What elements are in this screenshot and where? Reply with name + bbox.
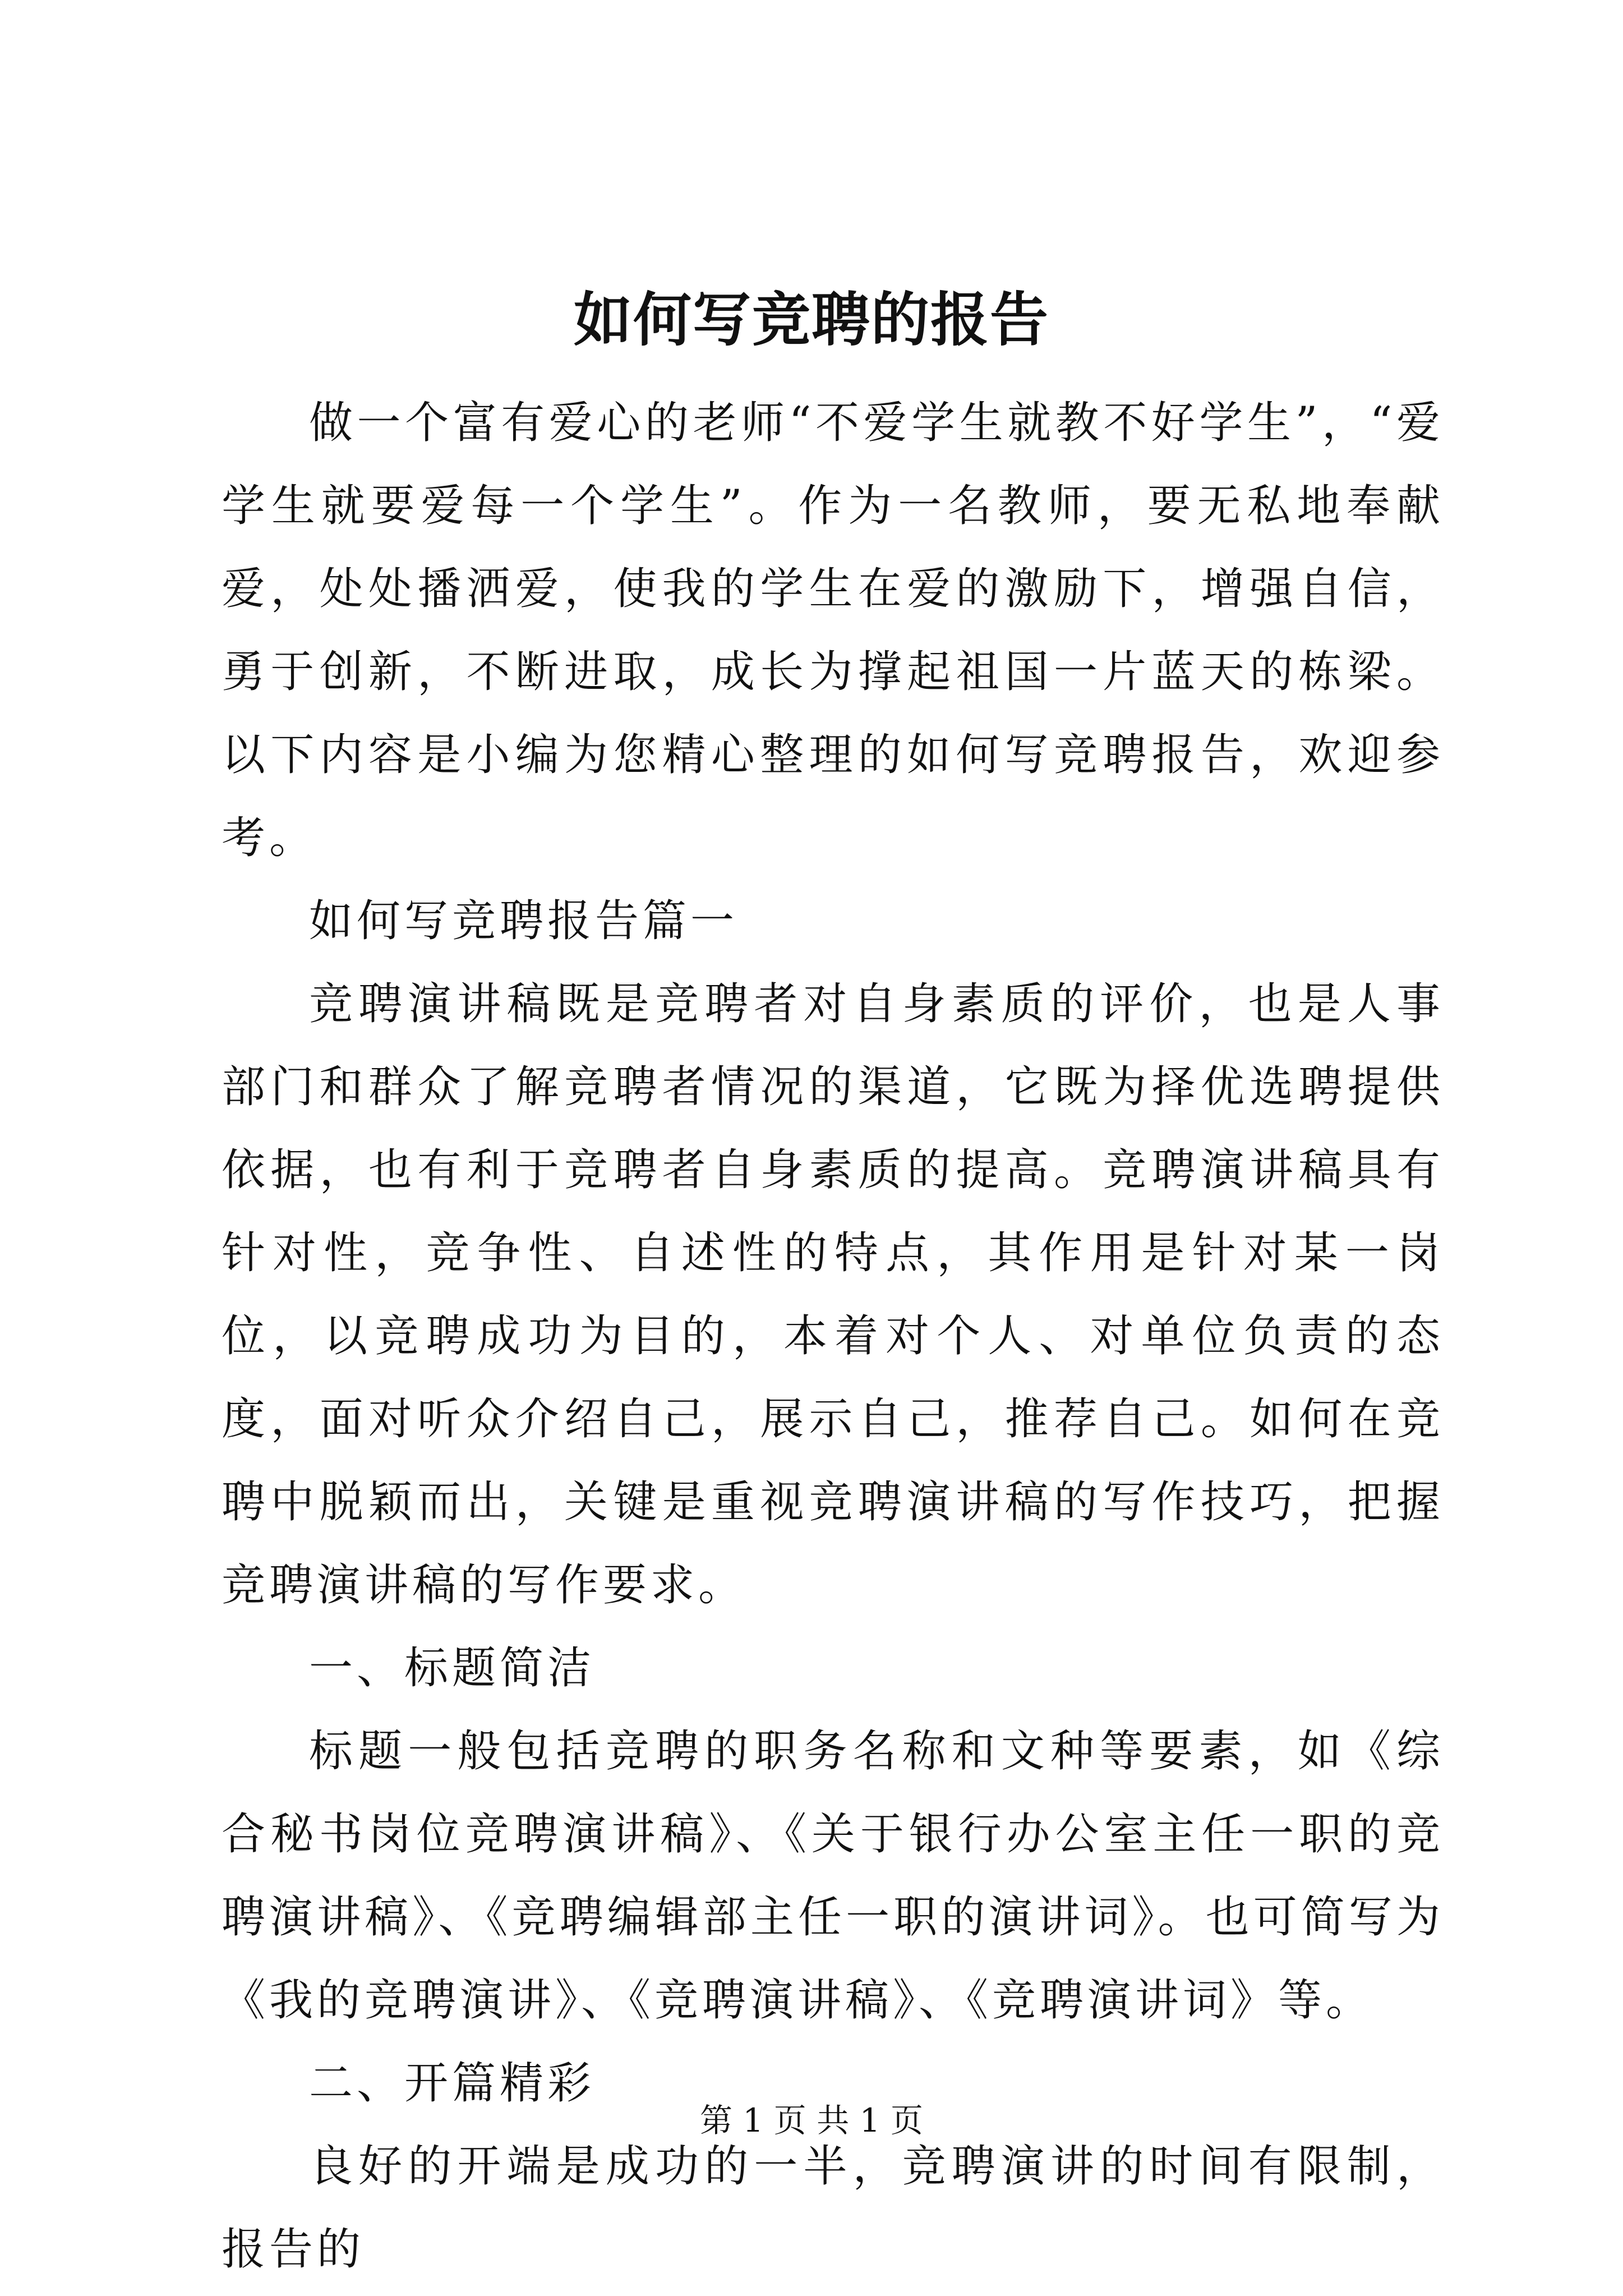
body-paragraph-overview: 竞聘演讲稿既是竞聘者对自身素质的评价，也是人事部门和群众了解竞聘者情况的渠道，它既为择优选聘提供依据，也有利于竞聘者自身素质的提高。竞聘演讲稿具有针对性，竞争性、自述性的特点，其作用是针对某一岗位，以竞聘成功为目的，本着对个人、对单位负责的态度，面对听众介绍自己，展示自己，推荐自己。如何在竞聘中脱颖而出，关键是重视竞聘演讲稿的写作技巧，把握竞聘演讲稿的写作要求。 <box>222 979 1444 1611</box>
subheading-title-concise: 一、标题简洁 <box>309 1643 596 1694</box>
document-title: 如何写竞聘的报告 <box>573 285 1049 354</box>
body-paragraph-title: 标题一般包括竞聘的职务名称和文种等要素，如《综合秘书岗位竞聘演讲稿》、《关于银行办公室主任一职的竞聘演讲稿》、《竞聘编辑部主任一职的演讲词》。也可简写为《我的竞聘演讲》、《竞聘演讲稿》、《竞聘演讲词》等。 <box>222 1726 1444 2026</box>
intro-paragraph: 做一个富有爱心的老师“不爱学生就教不好学生”，“爱学生就要爱每一个学生”。作为一名教师，要无私地奉献爱，处处播洒爱，使我的学生在爱的激励下，增强自信，勇于创新，不断进取，成长为撑起祖国一片蓝天的栋梁。以下内容是小编为您精心整理的如何写竞聘报告，欢迎参考。 <box>222 398 1444 863</box>
document-body <box>222 381 1444 2291</box>
page-footer: 第 1 页 共 1 页 <box>700 2101 923 2139</box>
section-heading-part-one: 如何写竞聘报告篇一 <box>309 896 739 946</box>
subheading-opening: 二、开篇精彩 <box>309 2058 596 2109</box>
body-paragraph-opening: 良好的开端是成功的一半，竞聘演讲的时间有限制，报告的 <box>222 2141 1444 2275</box>
